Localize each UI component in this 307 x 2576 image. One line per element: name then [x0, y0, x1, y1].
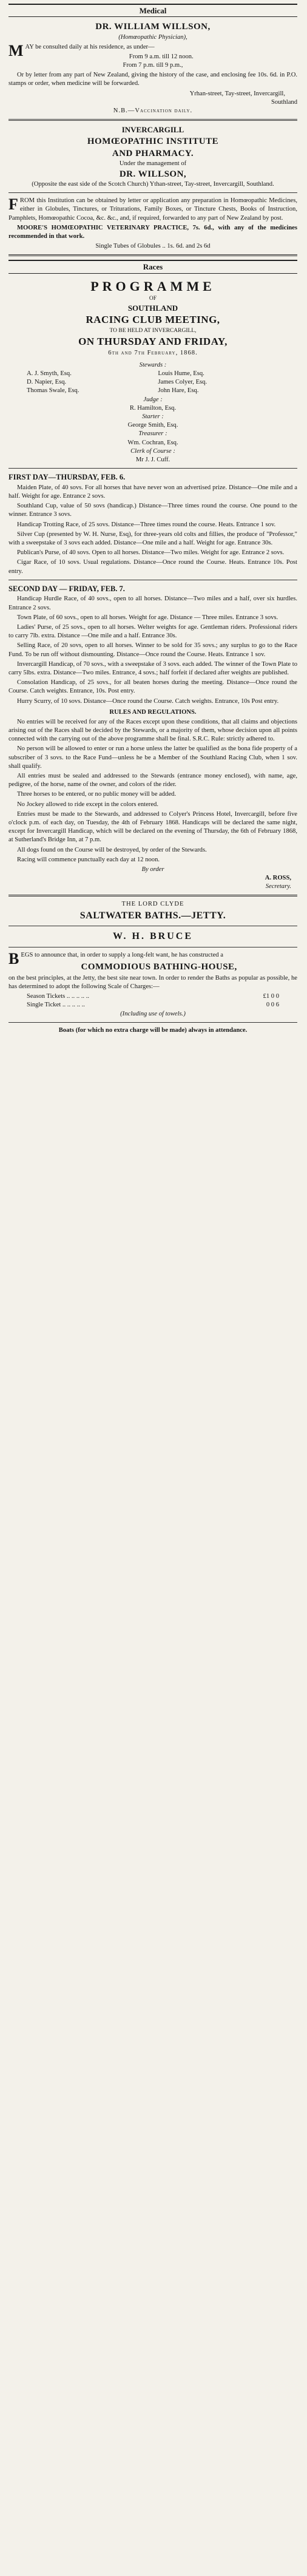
- programme-title: PROGRAMME: [90, 278, 215, 294]
- programme-meeting: RACING CLUB MEETING,: [86, 314, 220, 326]
- willson-address-region: Southland: [271, 98, 297, 106]
- treasurer-heading: Treasurer :: [138, 430, 167, 438]
- willson-hours-morning: From 9 a.m. till 12 noon.: [129, 53, 194, 60]
- race-entry: Publican's Purse, of 40 sovs. Open to all horses. Distance—Two miles. Weight for age. Entrance 2 sovs.: [17, 549, 285, 557]
- willson-body: Or by letter from any part of New Zealand, giving the history of the case, and enclosing fee 10s. 6d. in P.O. stamps or order, when medicine will be forwarded.: [8, 72, 297, 87]
- second-day-heading: SECOND DAY — FRIDAY, FEB. 7.: [8, 584, 125, 593]
- price-label: Single Ticket .. .. .. .. ..: [27, 1002, 85, 1009]
- stewards-right-column: [158, 370, 279, 396]
- clerk-name: Mr J. J. Cuff.: [135, 456, 170, 463]
- institute-veterinary: MOORE'S HOMŒOPATHIC VETERINARY PRACTICE, 7s. 6d., with any of the medicines recommended in that work.: [8, 224, 297, 240]
- towels-note: (Including use of towels.): [120, 1010, 186, 1017]
- rule-paragraph: All entries must be sealed and addressed to the Stewards (entrance money enclosed), with name, age, pedigree, of the horse, name of the owner, and colors of the rider.: [8, 773, 297, 788]
- divider: [8, 895, 297, 897]
- price-value: £1 0 0: [263, 993, 279, 1000]
- willson-vaccination: N.B.—Vaccination daily.: [113, 107, 193, 114]
- rule-paragraph: No person will be allowed to enter or run a horse unless the latter be qualified as the bona fide property of a subscriber of 3 sovs. to the Race Fund—unless he be a Member of the Southland Racing Club, when 1 sov. shall qualify.: [8, 745, 297, 770]
- willson-title: (Homœopathic Physician),: [118, 33, 187, 41]
- medical-section-heading: Medical: [8, 4, 297, 17]
- programme-location: TO BE HELD AT INVERCARGILL,: [109, 328, 197, 334]
- race-entry: Selling Race, of 20 sovs, open to all horses. Winner to be sold for 35 sovs.; any surplus to go to the Race Fund. To be run off without dismounting. Distance—Once round the Course. Heats. Entrance 1 sov.: [8, 642, 297, 658]
- institute-body: FROM this Institution can be obtained by letter or application any preparation in Homœopathic Medicines, either in Globules, Tinctures, or Triturations, Family Boxes, or Tincture Chests, Books of Instruction, Pamphlets, Homœopathic Cocoa, &c. &c., and, if required, forwarded to any part of New Zealand by post.: [8, 195, 297, 222]
- race-entry: Cigar Race, of 10 sovs. Usual regulations. Distance—Once round the Course. Heats. Entrance 10s. Post entry.: [8, 559, 297, 575]
- starter-name: George Smith, Esq.: [127, 422, 178, 429]
- divider: [8, 1022, 297, 1023]
- steward: Louis Hume, Esq.: [158, 370, 204, 377]
- price-value: 0 0 6: [266, 1002, 279, 1009]
- rules-heading: RULES AND REGULATIONS.: [109, 708, 197, 716]
- baths-advertisement: [8, 900, 297, 1034]
- institute-tubes-price: Single Tubes of Globules .. 1s. 6d. and 2s 6d: [95, 243, 211, 250]
- race-entry: Handicap Trotting Race, of 25 sovs. Distance—Three times round the course. Heats. Entrance 1 sov.: [17, 521, 276, 528]
- steward: Thomas Swale, Esq.: [27, 387, 79, 395]
- baths-intro: BEGS to announce that, in order to supply a long-felt want, he has constructed a: [8, 949, 223, 968]
- divider: [8, 254, 297, 256]
- stewards-list: [8, 370, 297, 396]
- willson-advertisement: [8, 21, 297, 115]
- rule-paragraph: No Jockey allowed to ride except in the colors entered.: [17, 801, 158, 808]
- price-row-single: [8, 1001, 297, 1009]
- institute-name: HOMŒOPATHIC INSTITUTE: [87, 136, 219, 146]
- race-programme: [8, 277, 297, 892]
- first-day-heading: FIRST DAY—THURSDAY, FEB. 6.: [8, 473, 126, 482]
- secretary-name: A. ROSS,: [265, 875, 291, 882]
- price-label: Season Tickets .. .. .. .. ..: [27, 993, 90, 1000]
- rule-paragraph: Three horses to be entered, or no public money will be added.: [17, 791, 177, 798]
- rule-paragraph: Racing will commence punctually each day at 12 noon.: [17, 856, 160, 863]
- institute-name-2: AND PHARMACY.: [112, 148, 194, 158]
- baths-house-title: COMMODIOUS BATHING-HOUSE,: [81, 961, 237, 972]
- divider: [8, 119, 297, 121]
- races-section-heading: Races: [8, 260, 297, 273]
- baths-title: SALTWATER BATHS.—JETTY.: [79, 910, 226, 921]
- baths-body: on the best principles, at the Jetty, the best site near town. In order to render the Baths as popular as possible, he has determined to adopt the following Scale of Charges:—: [8, 974, 297, 990]
- institute-city: INVERCARGILL: [121, 125, 184, 135]
- starter-heading: Starter :: [142, 413, 164, 420]
- baths-hotel: THE LORD CLYDE: [121, 901, 184, 908]
- rule-paragraph: All dogs found on the Course will be destroyed, by order of the Stewards.: [17, 846, 207, 853]
- race-entry: Hurry Scurry, of 10 sovs. Distance—Once round the Course. Catch weights. Entrance, 10s Post entry.: [17, 697, 279, 705]
- race-entry: Maiden Plate, of 40 sovs. For all horses that have never won an advertised prize. Distance—One mile and a half. Weight for age. Entrance 2 sovs.: [8, 484, 297, 500]
- rule-paragraph: No entries will be received for any of the Races except upon these conditions, that all claims and objections arising out of the Races shall be decided by the Stewards, or a majority of them, whose decision upon all points connected with the carrying out of the above programme shall be final. S.R.C. Rule: strictly adhered to.: [8, 718, 297, 743]
- steward: James Colyer, Esq.: [158, 379, 207, 386]
- clerk-heading: Clerk of Course :: [130, 447, 175, 455]
- programme-southland: SOUTHLAND: [127, 303, 178, 313]
- willson-hours-evening: From 7 p.m. till 9 p.m.,: [123, 62, 183, 69]
- secretary-title: Secretary.: [265, 883, 291, 890]
- institute-manager: DR. WILLSON,: [119, 169, 187, 179]
- race-entry: Southland Cup, value of 50 sovs (handicap.) Distance—Three times round the course. One pound to the winner. Entrance 3 sovs.: [8, 503, 297, 518]
- rule-paragraph: Entries must be made to the Stewards, and addressed to Colyer's Princess Hotel, Invercargill, before five o'clock p.m. of each day, on Tuesday, the 4th of February 1868. Handicaps will be declared the same night, except for Invercargill Handicap, which will be declared on the evening of Thursday, the 6th of February 1868, at Sutherland's Bridge Inn, at 7 p.m.: [8, 810, 297, 844]
- steward: D. Napier, Esq.: [27, 379, 67, 386]
- stewards-left-column: [27, 370, 148, 396]
- programme-dates-detail: 6th and 7th February, 1868.: [108, 349, 198, 356]
- baths-proprietor: W. H. BRUCE: [113, 931, 193, 942]
- race-entry: Town Plate, of 60 sovs., open to all horses. Weight for age. Distance — Three miles. Entrance 3 sovs.: [17, 614, 278, 621]
- by-order-label: By order: [141, 866, 164, 873]
- stewards-heading: Stewards :: [139, 361, 167, 368]
- boats-note: Boats (for which no extra charge will be made) always in attendance.: [58, 1026, 248, 1034]
- treasurer-name: Wm. Cochran, Esq.: [127, 439, 178, 446]
- race-entry: Silver Cup (presented by W. H. Nurse, Esq), for three-years old colts and fillies, the produce of "Professor," with a sweepstake of 3 sovs each added. Distance—One mile and a half. Weight for age. Entrance 30s.: [8, 530, 297, 546]
- institute-advertisement: [8, 124, 297, 251]
- judge-heading: Judge :: [143, 396, 163, 403]
- programme-of: OF: [149, 296, 157, 302]
- divider: [8, 468, 297, 469]
- price-row-season: [8, 992, 297, 1001]
- willson-intro: MAY be consulted daily at his residence, as under—: [8, 41, 155, 59]
- willson-name: DR. WILLIAM WILLSON,: [95, 22, 211, 32]
- race-entry: Consolation Handicap, of 25 sovs., for all beaten horses during the meeting. Distance—Once round the Course. Catch weights. Entrance, 10s. Post entry.: [8, 679, 297, 695]
- race-entry: Ladies' Purse, of 25 sovs., open to all horses. Welter weights for age. Gentleman riders. Professional riders to carry 7lb. extra. Distance —One mile and a half. Entrance 30s.: [8, 624, 297, 640]
- institute-location: (Opposite the east side of the Scotch Church) Ythan-street, Tay-street, Invercargill, Southland.: [32, 181, 274, 188]
- divider: [8, 192, 297, 193]
- judge-name: R. Hamilton, Esq.: [129, 404, 177, 412]
- steward: A. J. Smyth, Esq.: [27, 370, 72, 377]
- race-entry: Invercargill Handicap, of 70 sovs., with a sweepstake of 3 sovs. each added. The winner of the Town Plate to carry 5lbs. extra. Distance—Two miles. Entrance, 4 sovs.; half forfeit if declared after weights are published.: [8, 660, 297, 676]
- willson-address: Yrhan-street, Tay-street, Invercargill,: [189, 90, 285, 97]
- race-entry: Handicap Hurdle Race, of 40 sovs., open to all horses. Distance—Two miles and a half, over six hurdles. Entrance 2 sovs.: [8, 595, 297, 611]
- institute-management-label: Under the management of: [119, 160, 187, 167]
- steward: John Hare, Esq.: [158, 387, 199, 395]
- programme-dates: ON THURSDAY AND FRIDAY,: [78, 335, 228, 347]
